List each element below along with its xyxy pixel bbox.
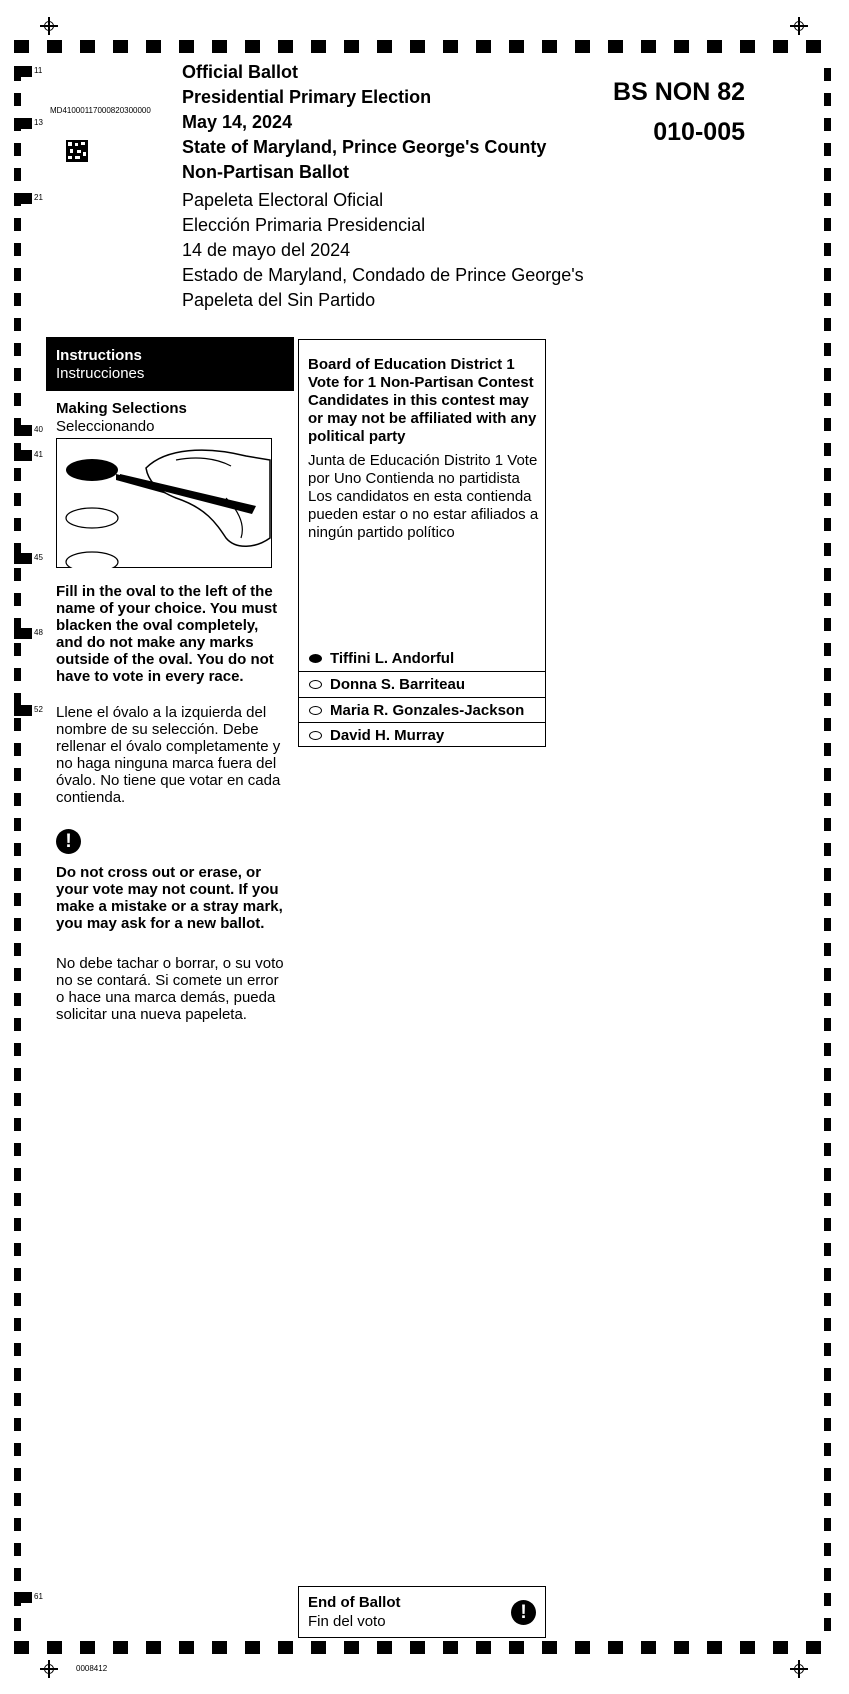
timing-mark	[146, 1641, 161, 1654]
warning-text-spanish: No debe tachar o borrar, o su voto no se contará. Si comete un error o hace una marca demás, pueda solicitar una nueva papeleta.	[56, 955, 284, 1023]
timing-mark	[14, 1093, 21, 1106]
timing-mark	[575, 1641, 590, 1654]
footer-code: 0008412	[76, 1664, 108, 1673]
timing-mark	[707, 40, 722, 53]
timing-mark	[14, 1243, 21, 1256]
candidate-option[interactable]	[299, 646, 545, 671]
timing-mark	[14, 368, 21, 381]
timing-mark	[14, 243, 21, 256]
timing-mark	[824, 693, 831, 706]
timing-mark	[80, 40, 95, 53]
timing-mark	[14, 1293, 21, 1306]
timing-mark	[824, 318, 831, 331]
contest-title-spanish: Junta de Educación Distrito 1 Vote por Uno Contienda no partidista Los candidatos en esta contienda pueden estar o no estar afiliados a ningún partido político	[308, 452, 539, 541]
timing-mark	[824, 1193, 831, 1206]
timing-mark	[212, 40, 227, 53]
side-number: 40	[34, 425, 43, 434]
exclamation-circle-icon: !	[511, 1600, 536, 1625]
contest-header	[308, 356, 544, 542]
instructions-title: Instructions	[56, 347, 142, 364]
timing-mark	[14, 1118, 21, 1131]
timing-mark	[824, 793, 831, 806]
timing-mark	[113, 1641, 128, 1654]
side-number: 11	[34, 66, 43, 75]
timing-mark	[824, 1418, 831, 1431]
timing-mark	[179, 40, 194, 53]
side-number: 48	[34, 628, 43, 637]
header-line: Estado de Maryland, Condado de Prince George's	[182, 265, 584, 285]
header-line: State of Maryland, Prince George's County	[182, 137, 547, 157]
header-spanish	[182, 188, 584, 313]
timing-mark	[608, 1641, 623, 1654]
timing-mark	[824, 368, 831, 381]
timing-mark	[14, 1193, 21, 1206]
header-english	[182, 60, 546, 185]
timing-mark	[824, 1618, 831, 1631]
timing-mark	[824, 243, 831, 256]
timing-mark	[14, 893, 21, 906]
candidate-name: Donna S. Barriteau	[330, 676, 466, 693]
candidate-name: David H. Murray	[330, 727, 445, 744]
timing-mark	[824, 443, 831, 456]
timing-mark	[824, 943, 831, 956]
timing-mark	[14, 1443, 21, 1456]
timing-mark	[509, 1641, 524, 1654]
timing-mark	[824, 768, 831, 781]
header-line: Non-Partisan Ballot	[182, 162, 350, 182]
fill-instructions-spanish: Llene el óvalo a la izquierda del nombre de su selección. Debe rellenar el óvalo completamente y no haga ninguna marca fuera del óvalo. No tiene que votar en cada contienda.	[56, 704, 281, 806]
timing-mark	[824, 1468, 831, 1481]
timing-mark	[806, 40, 821, 53]
header-line: Official Ballot	[182, 62, 299, 82]
timing-mark	[824, 993, 831, 1006]
timing-mark	[14, 66, 32, 77]
header-line: Presidential Primary Election	[182, 87, 432, 107]
timing-mark	[14, 993, 21, 1006]
timing-mark	[14, 1393, 21, 1406]
barcode-number: MD41000117000820300000	[50, 106, 151, 115]
timing-mark	[824, 418, 831, 431]
section-title-spanish: Seleccionando	[56, 418, 155, 435]
timing-mark	[824, 1018, 831, 1031]
timing-mark	[14, 468, 21, 481]
candidate-name: Maria R. Gonzales-Jackson	[330, 702, 525, 719]
timing-mark	[443, 40, 458, 53]
timing-mark	[476, 40, 491, 53]
timing-mark	[14, 1641, 29, 1654]
precinct-code: 010-005	[653, 118, 745, 146]
timing-mark	[14, 1592, 32, 1603]
candidate-option[interactable]	[299, 697, 545, 723]
timing-mark	[824, 1593, 831, 1606]
timing-mark	[80, 1641, 95, 1654]
timing-mark	[542, 1641, 557, 1654]
timing-mark	[824, 818, 831, 831]
side-number: 61	[34, 1592, 43, 1601]
timing-mark	[14, 1018, 21, 1031]
fill-instructions: Fill in the oval to the left of the name of your choice. You must blacken the oval completely, and do not make any marks outside of the oval. You do not have to vote in every race.	[56, 583, 278, 685]
side-number: 52	[34, 705, 43, 714]
timing-mark	[14, 868, 21, 881]
timing-mark	[212, 1641, 227, 1654]
timing-mark	[824, 718, 831, 731]
timing-mark	[14, 668, 21, 681]
timing-mark	[245, 40, 260, 53]
timing-mark	[824, 843, 831, 856]
timing-mark	[14, 943, 21, 956]
timing-mark	[14, 493, 21, 506]
timing-mark	[824, 1143, 831, 1156]
timing-mark	[14, 918, 21, 931]
timing-mark	[824, 393, 831, 406]
timing-mark	[509, 40, 524, 53]
timing-mark	[824, 518, 831, 531]
timing-mark	[14, 318, 21, 331]
timing-mark	[14, 1518, 21, 1531]
candidate-oval[interactable]	[309, 731, 322, 740]
header-line: Elección Primaria Presidencial	[182, 215, 426, 235]
timing-mark	[824, 468, 831, 481]
timing-mark	[14, 93, 21, 106]
timing-mark	[14, 743, 21, 756]
end-of-ballot-box	[298, 1586, 546, 1638]
timing-mark	[707, 1641, 722, 1654]
timing-mark	[773, 40, 788, 53]
header-line: 14 de mayo del 2024	[182, 240, 351, 260]
qr-code-icon	[66, 140, 88, 162]
timing-mark	[824, 68, 831, 81]
timing-mark	[824, 1293, 831, 1306]
timing-mark	[14, 1168, 21, 1181]
timing-mark	[575, 40, 590, 53]
timing-mark	[14, 568, 21, 581]
timing-mark	[14, 425, 32, 436]
timing-mark	[14, 118, 32, 129]
candidate-option[interactable]	[299, 671, 545, 697]
timing-mark	[824, 1093, 831, 1106]
timing-mark	[14, 143, 21, 156]
timing-mark	[377, 1641, 392, 1654]
contest-title: Board of Education District 1 Vote for 1 Non-Partisan Contest Candidates in this contest may or may not be affiliated with any political party	[308, 356, 537, 445]
timing-mark	[344, 40, 359, 53]
timing-mark	[641, 1641, 656, 1654]
timing-mark	[14, 218, 21, 231]
timing-mark	[278, 1641, 293, 1654]
timing-mark	[824, 1443, 831, 1456]
timing-mark	[14, 1218, 21, 1231]
timing-mark	[824, 218, 831, 231]
timing-mark	[14, 268, 21, 281]
timing-mark	[410, 40, 425, 53]
timing-mark	[113, 40, 128, 53]
end-of-ballot-label-spanish: Fin del voto	[308, 1613, 386, 1630]
timing-mark	[824, 1118, 831, 1131]
timing-mark	[14, 1418, 21, 1431]
timing-mark	[824, 1568, 831, 1581]
timing-mark	[824, 1243, 831, 1256]
exclamation-circle-icon: !	[56, 829, 81, 854]
timing-mark	[14, 1043, 21, 1056]
section-title: Making Selections	[56, 400, 187, 417]
timing-mark	[476, 1641, 491, 1654]
timing-mark	[824, 168, 831, 181]
timing-mark	[824, 343, 831, 356]
timing-mark	[14, 768, 21, 781]
timing-mark	[824, 618, 831, 631]
timing-mark	[824, 743, 831, 756]
timing-mark	[146, 40, 161, 53]
timing-mark	[824, 1368, 831, 1381]
timing-mark	[14, 343, 21, 356]
timing-mark	[824, 118, 831, 131]
timing-mark	[641, 40, 656, 53]
candidate-option[interactable]	[299, 722, 545, 748]
timing-mark	[824, 1043, 831, 1056]
timing-mark	[14, 553, 32, 564]
timing-mark	[824, 1343, 831, 1356]
timing-mark	[824, 968, 831, 981]
timing-mark	[542, 40, 557, 53]
side-number: 45	[34, 553, 43, 562]
header-line: Papeleta Electoral Oficial	[182, 190, 384, 210]
candidate-oval[interactable]	[309, 680, 322, 689]
timing-mark	[824, 593, 831, 606]
timing-mark	[47, 1641, 62, 1654]
contest-box	[298, 339, 546, 747]
timing-mark	[14, 193, 32, 204]
timing-mark	[824, 918, 831, 931]
timing-mark	[377, 40, 392, 53]
timing-mark	[773, 1641, 788, 1654]
registration-mark-icon	[40, 17, 58, 35]
timing-mark	[14, 168, 21, 181]
end-of-ballot-label: End of Ballot	[308, 1594, 401, 1611]
timing-mark	[278, 40, 293, 53]
timing-mark	[14, 818, 21, 831]
timing-mark	[311, 40, 326, 53]
timing-mark	[14, 793, 21, 806]
timing-mark	[824, 643, 831, 656]
timing-mark	[824, 493, 831, 506]
timing-mark	[47, 40, 62, 53]
timing-mark	[824, 868, 831, 881]
warning-text: Do not cross out or erase, or your vote may not count. If you make a mistake or a stray mark, you may ask for a new ballot.	[56, 864, 283, 932]
timing-mark	[824, 293, 831, 306]
timing-mark	[740, 1641, 755, 1654]
hand-with-pen-icon	[56, 438, 272, 568]
timing-mark	[14, 705, 32, 716]
candidate-oval-selected[interactable]	[309, 654, 322, 663]
ballot-style-code: BS NON 82	[613, 78, 745, 106]
header-line: Papeleta del Sin Partido	[182, 290, 376, 310]
timing-mark	[14, 1368, 21, 1381]
timing-mark	[14, 450, 32, 461]
timing-mark	[824, 543, 831, 556]
timing-mark	[14, 293, 21, 306]
timing-mark	[824, 1543, 831, 1556]
timing-mark	[824, 568, 831, 581]
candidate-oval[interactable]	[309, 706, 322, 715]
timing-mark	[14, 1343, 21, 1356]
timing-mark	[824, 268, 831, 281]
timing-mark	[14, 40, 29, 53]
side-number: 21	[34, 193, 43, 202]
timing-mark	[806, 1641, 821, 1654]
timing-mark	[824, 1068, 831, 1081]
timing-mark	[14, 1568, 21, 1581]
timing-mark	[14, 968, 21, 981]
timing-mark	[14, 643, 21, 656]
timing-mark	[824, 193, 831, 206]
timing-mark	[824, 93, 831, 106]
timing-mark	[824, 1393, 831, 1406]
timing-mark	[14, 1468, 21, 1481]
timing-mark	[824, 668, 831, 681]
timing-mark	[14, 1268, 21, 1281]
timing-mark	[824, 893, 831, 906]
side-number: 41	[34, 450, 43, 459]
timing-mark	[311, 1641, 326, 1654]
timing-mark	[14, 1318, 21, 1331]
header-line: May 14, 2024	[182, 112, 293, 132]
timing-mark	[740, 40, 755, 53]
timing-mark	[824, 1518, 831, 1531]
timing-mark	[14, 718, 21, 731]
timing-mark	[344, 1641, 359, 1654]
timing-mark	[14, 1543, 21, 1556]
timing-mark	[14, 1618, 21, 1631]
timing-mark	[824, 1218, 831, 1231]
timing-mark	[824, 1168, 831, 1181]
timing-mark	[824, 1318, 831, 1331]
registration-mark-icon	[790, 17, 808, 35]
timing-mark	[674, 40, 689, 53]
timing-mark	[674, 1641, 689, 1654]
timing-mark	[14, 518, 21, 531]
timing-mark	[14, 593, 21, 606]
candidate-name: Tiffini L. Andorful	[330, 650, 455, 667]
timing-mark	[608, 40, 623, 53]
timing-mark	[14, 1493, 21, 1506]
timing-mark	[824, 1268, 831, 1281]
timing-mark	[824, 1493, 831, 1506]
instructions-title-spanish: Instrucciones	[56, 365, 145, 382]
timing-mark	[14, 628, 32, 639]
registration-mark-icon	[40, 1660, 58, 1678]
instructions-header	[46, 337, 294, 391]
registration-mark-icon	[790, 1660, 808, 1678]
timing-mark	[14, 1143, 21, 1156]
timing-mark	[824, 143, 831, 156]
timing-mark	[14, 1068, 21, 1081]
timing-mark	[14, 843, 21, 856]
timing-mark	[410, 1641, 425, 1654]
timing-mark	[179, 1641, 194, 1654]
timing-mark	[443, 1641, 458, 1654]
timing-mark	[245, 1641, 260, 1654]
timing-mark	[14, 393, 21, 406]
side-number: 13	[34, 118, 43, 127]
